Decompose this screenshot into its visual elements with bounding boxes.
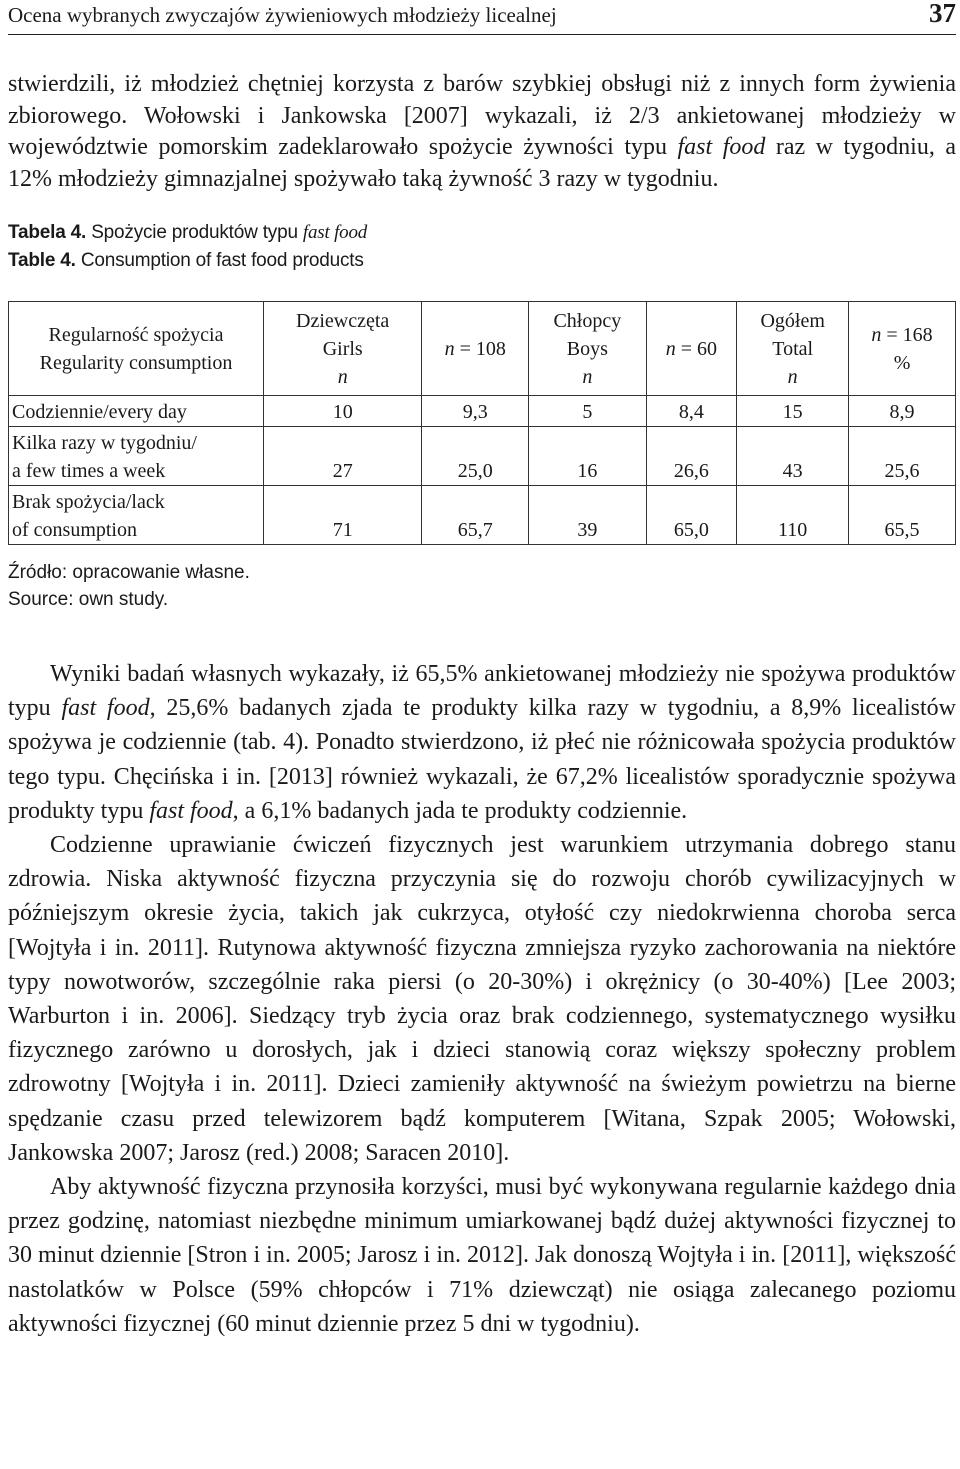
row-label — [9, 396, 264, 427]
header-total-n: n — [787, 365, 798, 388]
header-girls-n: n — [337, 365, 348, 388]
header-regularity — [9, 302, 264, 396]
row-label — [9, 486, 264, 545]
caption-en-label: Table 4. — [8, 250, 76, 271]
header-regularity-en: Regularity consumption — [39, 351, 233, 374]
cell-girls-pct: 25,0 — [422, 427, 529, 486]
cell-boys-n: 16 — [529, 427, 646, 486]
intro-text-1: stwierdzili, iż młodzież chętniej korzysta z barów szybkiej obsługi niż z innych form żywienia zbiorowego. Wołowski i Jankowska [2007] wykazali, iż 2/3 ankietowanej młodzieży w województwie pomorskim zadeklarowało spożycie żywności typu — [8, 71, 956, 160]
intro-paragraph — [8, 69, 956, 195]
table-row — [9, 396, 956, 427]
cell-total-pct: 65,5 — [849, 486, 956, 545]
table-row — [9, 486, 956, 545]
header-girls-total-value: = 108 — [454, 337, 506, 360]
row-label-line: Codziennie/every day — [12, 401, 187, 423]
cell-girls-n: 10 — [264, 396, 422, 427]
body-paragraph-1 — [8, 657, 956, 828]
table-header-row — [9, 302, 956, 396]
header-girls-total-n: n — [444, 337, 455, 360]
caption-pl — [8, 219, 956, 247]
cell-total-pct: 8,9 — [849, 396, 956, 427]
row-label-line: of consumption — [12, 519, 137, 541]
cell-girls-pct: 65,7 — [422, 486, 529, 545]
header-girls-en: Girls — [322, 337, 363, 360]
cell-boys-n: 5 — [529, 396, 646, 427]
header-boys-n: n — [582, 365, 593, 388]
caption-en — [8, 247, 956, 275]
header-boys-total — [646, 302, 737, 396]
body-p1-term-1: fast food — [61, 695, 150, 722]
source-en: Source: own study. — [8, 589, 169, 610]
cell-boys-pct: 8,4 — [646, 396, 737, 427]
body-p1-text-b: , 25,6% badanych zjada te produkty kilka razy w tygodniu, a 8,9% licealistów spożywa je codziennie (tab. 4). Ponadto stwierdzono, iż płeć nie różnicowała spożycia produktów tego typu. Chęcińska i in. [2013] również wykazali, że 67,2% licealistów sporadycznie spożywa produkty typu — [8, 695, 957, 824]
header-percent: % — [893, 351, 911, 374]
caption-en-text: Consumption of fast food products — [75, 250, 364, 271]
page-number: 37 — [929, 0, 956, 28]
body-paragraph-3: Aby aktywność fizyczna przynosiła korzyści, musi być wykonywana regularnie każdego dnia przez godzinę, natomiast niezbędne minimum umiarkowanej bądź dużej aktywności fizycznej to 30 minut dziennie [Stron i in. 2005; Jarosz i in. 2012]. Jak donoszą Wojtyła i in. [2011], większość nastolatków w Polsce (59% chłopców i 71% dziewcząt) nie osiąga zalecanego poziomu aktywności fizycznej (60 minut dziennie przez 5 dni w tygodniu). — [8, 1174, 956, 1337]
cell-girls-n: 71 — [264, 486, 422, 545]
header-total-en: Total — [772, 337, 814, 360]
header-overall — [849, 302, 956, 396]
cell-boys-pct: 26,6 — [646, 427, 737, 486]
cell-girls-n: 27 — [264, 427, 422, 486]
header-total — [737, 302, 849, 396]
body-p1-term-2: fast food — [149, 797, 233, 824]
header-girls-total — [422, 302, 529, 396]
cell-total-n: 15 — [737, 396, 849, 427]
header-total-pl: Ogółem — [760, 309, 825, 332]
row-label — [9, 427, 264, 486]
intro-text-2: raz w tygodniu, a 12% młodzieży gimnazjalnej spożywało taką żywność 3 razy w tygodniu. — [8, 134, 957, 192]
body-p1-text-c: , a 6,1% badanych jada te produkty codziennie. — [232, 797, 688, 824]
header-girls — [264, 302, 422, 396]
row-label-line: Brak spożycia/lack — [12, 491, 165, 513]
caption-pl-term: fast food — [302, 222, 368, 243]
body-text — [8, 657, 956, 1341]
page — [8, 0, 956, 1341]
header-overall-value: = 168 — [881, 323, 933, 346]
header-boys-total-n: n — [665, 337, 676, 360]
consumption-table — [8, 301, 956, 545]
running-header — [8, 0, 956, 35]
cell-total-n: 110 — [737, 486, 849, 545]
header-boys-total-value: = 60 — [675, 337, 717, 360]
header-boys-en: Boys — [566, 337, 608, 360]
cell-boys-pct: 65,0 — [646, 486, 737, 545]
body-paragraph-2: Codzienne uprawianie ćwiczeń fizycznych jest warunkiem utrzymania dobrego stanu zdrowia. Niska aktywność fizyczna przyczynia się do rozwoju chorób cywilizacyjnych w późniejszym okresie życia, takich jak cukrzyca, otyłość czy niedokrwienna choroba serca [Wojtyła i in. 2011]. Rutynowa aktywność fizyczna zmniejsza ryzyko zachorowania na niektóre typy nowotworów, szczególnie raka piersi (o 20-30%) i okrężnicy (o 30-40%) [Lee 2003; Warburton i in. 2006]. Siedzący tryb życia oraz brak codziennego, systematycznego wysiłku fizycznego zarówno u dorosłych, jak i dzieci stanowią coraz większy społeczny problem zdrowotny [Wojtyła i in. 2011]. Dzieci zamieniły aktywność na świeżym powietrzu na bierne spędzanie czasu przed telewizorem bądź komputerem [Witana, Szpak 2005; Wołowski, Jankowska 2007; Jarosz (red.) 2008; Saracen 2010]. — [8, 832, 956, 1166]
running-title: Ocena wybranych zwyczajów żywieniowych młodzieży licealnej — [8, 3, 557, 27]
header-regularity-pl: Regularność spożycia — [48, 323, 224, 346]
table-source — [8, 559, 956, 613]
header-overall-n: n — [871, 323, 882, 346]
cell-boys-n: 39 — [529, 486, 646, 545]
cell-total-pct: 25,6 — [849, 427, 956, 486]
table-row — [9, 427, 956, 486]
row-label-line: Kilka razy w tygodniu/ — [12, 432, 197, 454]
source-pl: Źródło: opracowanie własne. — [8, 562, 250, 583]
caption-pl-label: Tabela 4. — [8, 222, 87, 243]
header-boys — [529, 302, 646, 396]
cell-girls-pct: 9,3 — [422, 396, 529, 427]
cell-total-n: 43 — [737, 427, 849, 486]
caption-pl-text: Spożycie produktów typu — [86, 222, 303, 243]
header-boys-pl: Chłopcy — [553, 309, 622, 332]
row-label-line: a few times a week — [12, 460, 166, 482]
intro-term: fast food — [677, 134, 766, 160]
header-girls-pl: Dziewczęta — [296, 309, 390, 332]
body-p1-text-a: Wyniki badań własnych wykazały, iż 65,5% ankietowanej młodzieży nie spożywa produktów typu — [8, 661, 956, 722]
table-caption — [8, 219, 956, 275]
